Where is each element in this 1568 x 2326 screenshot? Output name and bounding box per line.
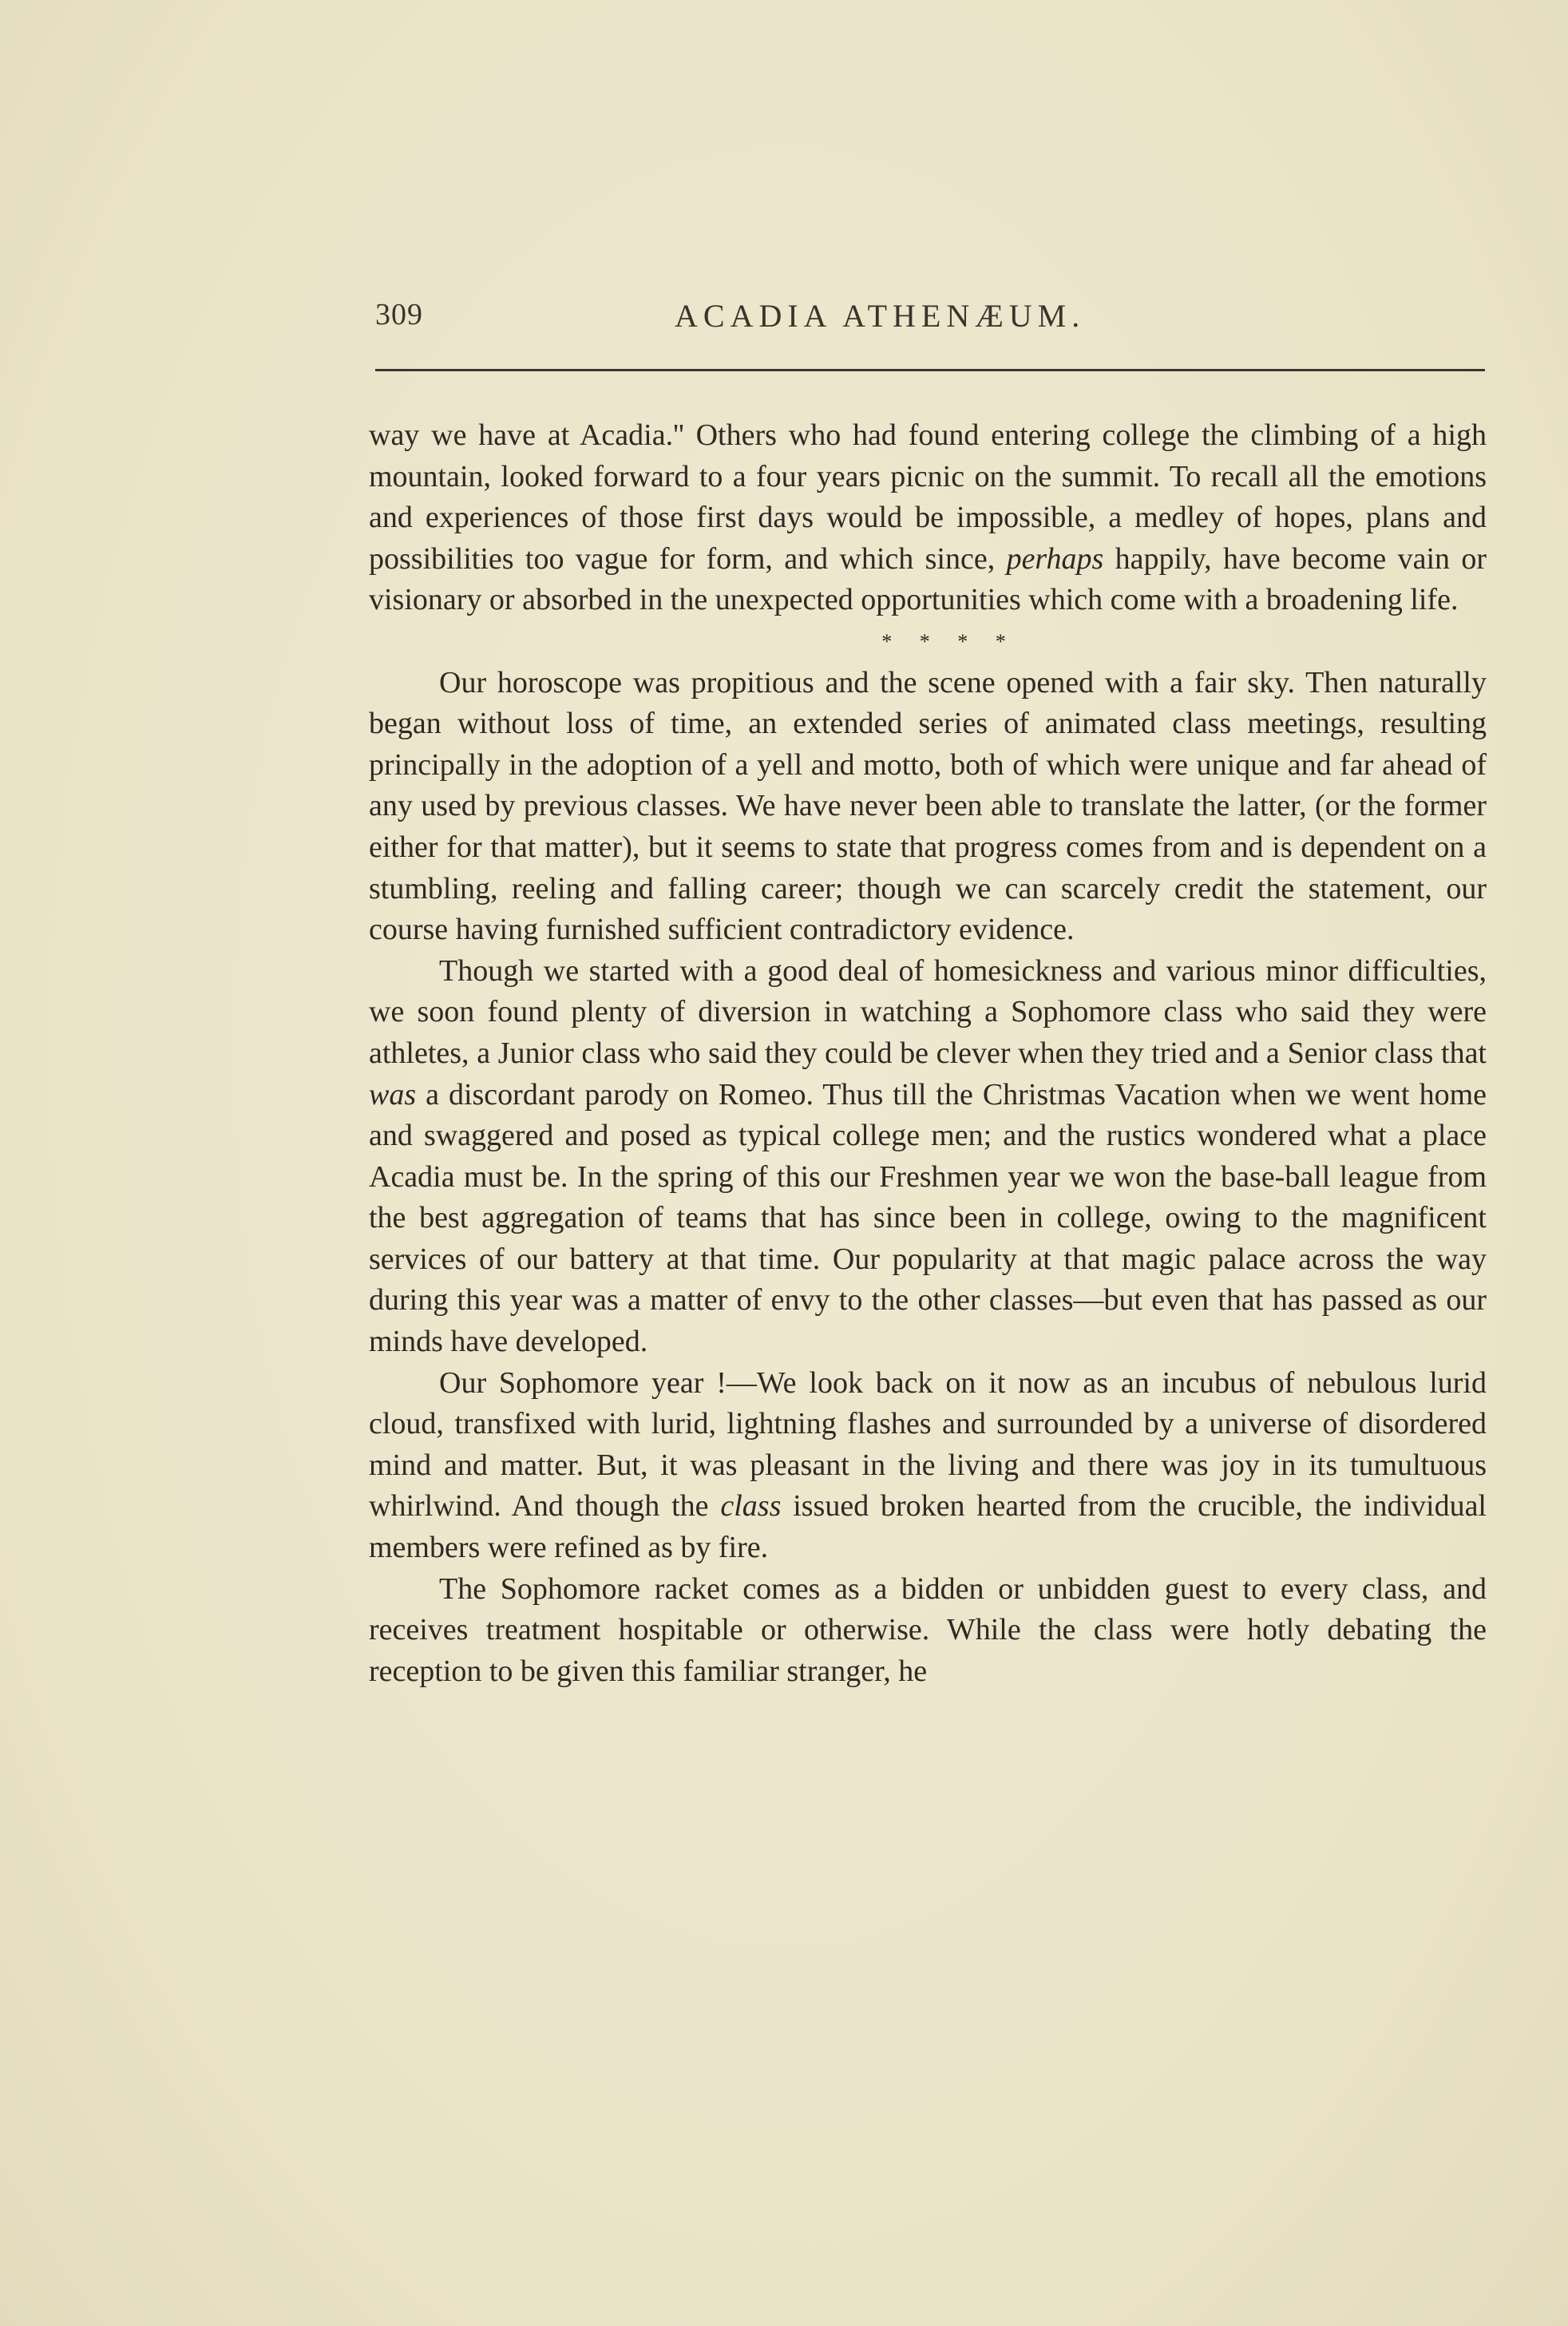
body-text [369, 415, 1487, 1692]
paragraph-5: The Sophomore racket comes as a bidden or unbidden guest to every class, and receives treatment hospitable or otherwise. While the class were hotly debating the reception to be given this familiar stranger, he [369, 1571, 1487, 1688]
paragraph-1-emphasis: perhaps [1006, 541, 1104, 576]
paragraph-4-text-a: Our Sophomore year !—We look back on it now as an incubus of nebulous lurid cloud, transfixed with lurid, lightning flashes and surrounded by a universe of disordered mind and matter. But, it was pleasant in the living and there was joy in its tumultuous whirlwind. And though the [369, 1365, 1487, 1524]
paragraph-4 [369, 1363, 1487, 1569]
paragraph-3-emphasis: was [369, 1077, 417, 1111]
section-separator: * * * * [881, 629, 1006, 653]
paragraph-4-emphasis: class [720, 1489, 782, 1524]
paragraph-1 [369, 415, 1487, 621]
paragraph-2: Our horoscope was propitious and the scene opened with a fair sky. Then naturally began without loss of time, an extended series of animated class meetings, resulting principally in the adoption of a yell and motto, both of which were unique and far ahead of any used by previous classes. We have never been able to translate the latter, (or the former either for that matter), but it seems to state that progress comes from and is dependent on a stumbling, reeling and falling career; though we can scarcely credit the statement, our course having furnished sufficient contradictory evidence. [369, 665, 1487, 947]
paragraph-3 [369, 951, 1487, 1363]
running-header [375, 297, 1485, 345]
paragraph-1-text-b: happily, have become vain or visionary or absorbed in the unexpected opportunities which come with a broadening life. [369, 541, 1487, 617]
paragraph-1-text-a: way we have at Acadia.'' Others who had found entering college the climbing of a high mountain, looked forward to a four years picnic on the summit. To recall all the emotions and experiences of those first days would be impossible, a medley of hopes, plans and possibilities too vague for form, and which since, [369, 418, 1487, 576]
paragraph-4-text-b: issued broken hearted from the crucible, the individual members were refined as by fire. [369, 1489, 1487, 1565]
header-rule [375, 369, 1485, 371]
paragraph-3-text-a: Though we started with a good deal of homesickness and various minor difficulties, we soon found plenty of diversion in watching a Sophomore class who said they were athletes, a Junior class who said they could be clever when they tried and a Senior class that [369, 953, 1487, 1070]
page-number: 309 [375, 298, 423, 331]
running-title: ACADIA ATHENÆUM. [675, 298, 1086, 334]
paragraph-3-text-b: a discordant parody on Romeo. Thus till the Christmas Vacation when we went home and swaggered and posed as typical college men; and the rustics wondered what a place Acadia must be. In the spring of this our Freshmen year we won the base-ball league from the best aggregation of teams that has since been in college, owing to the magnificent services of our battery at that time. Our popularity at that magic palace across the way during this year was a matter of envy to the other classes—but even that has passed as our minds have developed. [369, 1077, 1487, 1359]
